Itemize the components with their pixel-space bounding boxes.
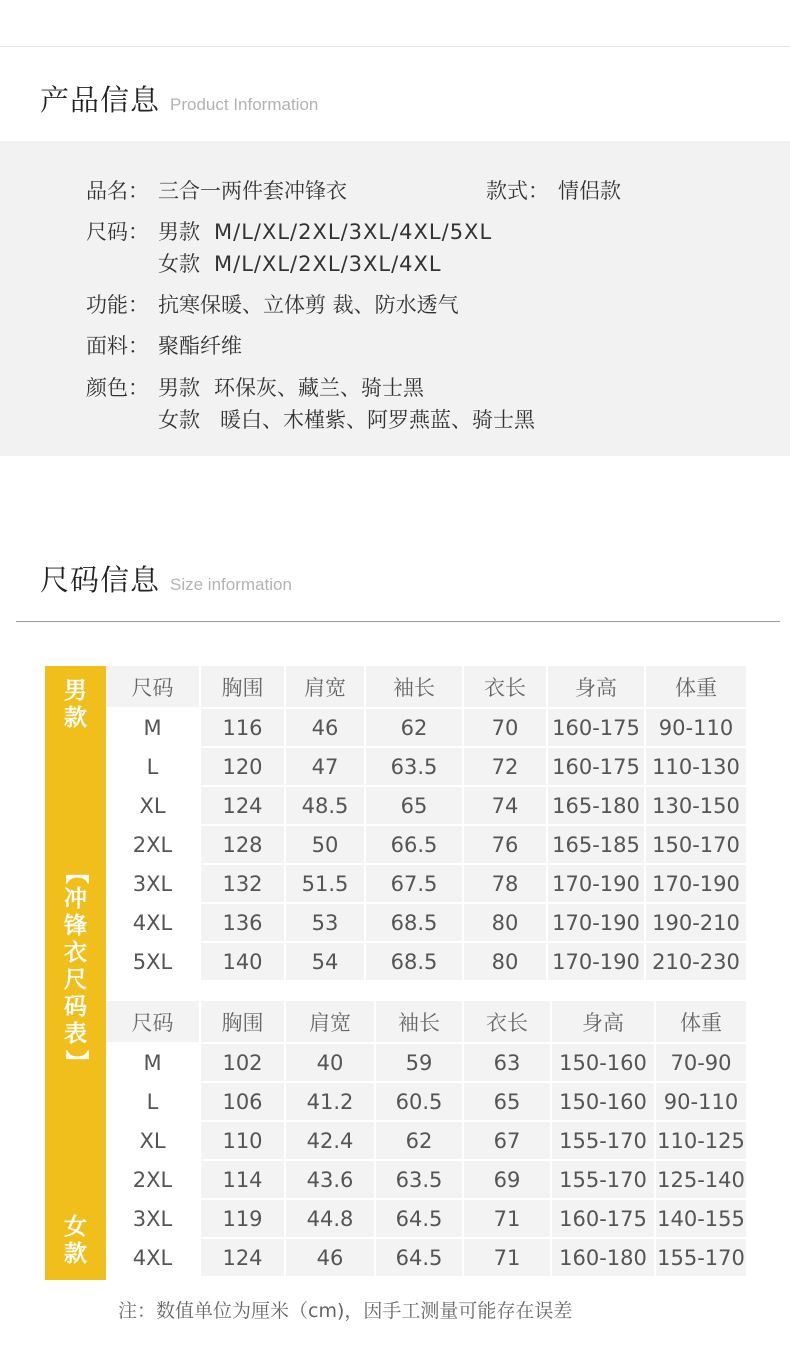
size-women-label: 女款 bbox=[158, 252, 200, 276]
men-size-cell: 3XL bbox=[106, 864, 200, 903]
men-table-row bbox=[106, 942, 747, 981]
men-value-cell: 48.5 bbox=[285, 786, 365, 825]
men-value-cell: 140 bbox=[200, 942, 285, 981]
men-header-cell: 身高 bbox=[547, 666, 645, 708]
men-table-row bbox=[106, 786, 747, 825]
women-value-cell: 63 bbox=[463, 1043, 551, 1082]
women-value-cell: 41.2 bbox=[285, 1082, 375, 1121]
women-header-cell: 尺码 bbox=[106, 1001, 200, 1043]
men-header-cell: 衣长 bbox=[463, 666, 547, 708]
side-char: 女 bbox=[64, 1214, 87, 1240]
women-header-cell: 衣长 bbox=[463, 1001, 551, 1043]
product-info-title bbox=[40, 78, 318, 119]
women-size-cell: 2XL bbox=[106, 1160, 200, 1199]
men-value-cell: 170-190 bbox=[547, 903, 645, 942]
men-value-cell: 130-150 bbox=[645, 786, 747, 825]
style-value: 情侣款 bbox=[558, 179, 621, 203]
side-char: 衣 bbox=[64, 940, 87, 966]
size-row bbox=[86, 216, 492, 246]
women-table-row bbox=[106, 1043, 747, 1082]
women-value-cell: 160-180 bbox=[551, 1238, 655, 1277]
men-value-cell: 80 bbox=[463, 942, 547, 981]
women-size-cell: L bbox=[106, 1082, 200, 1121]
women-value-cell: 155-170 bbox=[551, 1160, 655, 1199]
women-value-cell: 125-140 bbox=[655, 1160, 747, 1199]
color-men-value: 环保灰、藏兰、骑士黑 bbox=[214, 376, 424, 400]
color-women-value: 暖白、木槿紫、阿罗燕蓝、骑士黑 bbox=[220, 408, 535, 432]
color-label: 颜色： bbox=[86, 376, 149, 400]
women-value-cell: 119 bbox=[200, 1199, 285, 1238]
side-char: 码 bbox=[64, 994, 87, 1020]
name-row bbox=[86, 175, 621, 205]
women-header-row bbox=[106, 1001, 747, 1043]
women-value-cell: 114 bbox=[200, 1160, 285, 1199]
women-value-cell: 150-160 bbox=[551, 1082, 655, 1121]
men-header-cell: 袖长 bbox=[365, 666, 463, 708]
men-value-cell: 51.5 bbox=[285, 864, 365, 903]
women-size-cell: XL bbox=[106, 1121, 200, 1160]
size-info-title bbox=[40, 558, 292, 599]
women-value-cell: 160-175 bbox=[551, 1199, 655, 1238]
size-info-title-en: Size information bbox=[170, 575, 292, 594]
men-value-cell: 128 bbox=[200, 825, 285, 864]
women-value-cell: 65 bbox=[463, 1082, 551, 1121]
women-size-cell: M bbox=[106, 1043, 200, 1082]
side-char: 锋 bbox=[64, 913, 87, 939]
men-table-row bbox=[106, 708, 747, 747]
men-value-cell: 136 bbox=[200, 903, 285, 942]
women-table-row bbox=[106, 1082, 747, 1121]
women-value-cell: 124 bbox=[200, 1238, 285, 1277]
women-header-cell: 肩宽 bbox=[285, 1001, 375, 1043]
women-table-row bbox=[106, 1160, 747, 1199]
men-value-cell: 74 bbox=[463, 786, 547, 825]
women-value-cell: 90-110 bbox=[655, 1082, 747, 1121]
men-value-cell: 46 bbox=[285, 708, 365, 747]
size-section-divider bbox=[16, 621, 780, 622]
side-char: 男 bbox=[64, 678, 87, 704]
men-value-cell: 54 bbox=[285, 942, 365, 981]
men-value-cell: 78 bbox=[463, 864, 547, 903]
side-char: 款 bbox=[64, 705, 87, 731]
women-header-cell: 身高 bbox=[551, 1001, 655, 1043]
women-value-cell: 110-125 bbox=[655, 1121, 747, 1160]
women-value-cell: 110 bbox=[200, 1121, 285, 1160]
men-value-cell: 165-180 bbox=[547, 786, 645, 825]
function-label: 功能： bbox=[86, 293, 149, 317]
size-women-row bbox=[86, 248, 442, 278]
style-label: 款式： bbox=[486, 179, 549, 203]
women-value-cell: 64.5 bbox=[375, 1199, 463, 1238]
women-value-cell: 70-90 bbox=[655, 1043, 747, 1082]
women-value-cell: 46 bbox=[285, 1238, 375, 1277]
side-char: 尺 bbox=[64, 967, 87, 993]
men-value-cell: 90-110 bbox=[645, 708, 747, 747]
women-value-cell: 63.5 bbox=[375, 1160, 463, 1199]
fabric-label: 面料： bbox=[86, 334, 149, 358]
size-info-title-zh: 尺码信息 bbox=[40, 563, 161, 597]
side-char: 【 bbox=[63, 861, 89, 884]
men-value-cell: 150-170 bbox=[645, 825, 747, 864]
men-value-cell: 47 bbox=[285, 747, 365, 786]
men-header-row bbox=[106, 666, 747, 708]
men-size-cell: L bbox=[106, 747, 200, 786]
fabric-value: 聚酯纤维 bbox=[158, 334, 242, 358]
men-value-cell: 63.5 bbox=[365, 747, 463, 786]
side-char: 表 bbox=[64, 1021, 87, 1047]
men-header-cell: 体重 bbox=[645, 666, 747, 708]
measurement-note: 注：数值单位为厘米（cm)，因手工测量可能存在误差 bbox=[118, 1300, 573, 1322]
women-value-cell: 40 bbox=[285, 1043, 375, 1082]
men-size-table bbox=[106, 666, 748, 982]
size-men-label: 男款 bbox=[158, 220, 200, 244]
men-value-cell: 190-210 bbox=[645, 903, 747, 942]
women-value-cell: 62 bbox=[375, 1121, 463, 1160]
men-value-cell: 66.5 bbox=[365, 825, 463, 864]
men-value-cell: 53 bbox=[285, 903, 365, 942]
men-value-cell: 124 bbox=[200, 786, 285, 825]
women-table-row bbox=[106, 1121, 747, 1160]
men-header-cell: 胸围 bbox=[200, 666, 285, 708]
men-size-cell: 2XL bbox=[106, 825, 200, 864]
function-value: 抗寒保暖、立体剪 裁、防水透气 bbox=[158, 293, 459, 317]
color-women-row bbox=[86, 404, 535, 434]
men-size-cell: 4XL bbox=[106, 903, 200, 942]
size-women-value: M/L/XL/2XL/3XL/4XL bbox=[214, 252, 442, 276]
side-label-men bbox=[45, 678, 106, 732]
women-value-cell: 60.5 bbox=[375, 1082, 463, 1121]
size-men-value: M/L/XL/2XL/3XL/4XL/5XL bbox=[214, 220, 493, 244]
name-value: 三合一两件套冲锋衣 bbox=[158, 179, 347, 203]
side-label-title bbox=[45, 859, 106, 1075]
men-value-cell: 68.5 bbox=[365, 942, 463, 981]
men-table-row bbox=[106, 864, 747, 903]
men-table-row bbox=[106, 825, 747, 864]
women-header-cell: 体重 bbox=[655, 1001, 747, 1043]
women-value-cell: 43.6 bbox=[285, 1160, 375, 1199]
style-field bbox=[486, 175, 621, 205]
women-value-cell: 150-160 bbox=[551, 1043, 655, 1082]
men-value-cell: 72 bbox=[463, 747, 547, 786]
men-value-cell: 160-175 bbox=[547, 747, 645, 786]
women-value-cell: 42.4 bbox=[285, 1121, 375, 1160]
men-value-cell: 170-190 bbox=[645, 864, 747, 903]
women-value-cell: 71 bbox=[463, 1238, 551, 1277]
men-value-cell: 170-190 bbox=[547, 864, 645, 903]
men-value-cell: 50 bbox=[285, 825, 365, 864]
size-chart-side-bar bbox=[45, 666, 106, 1280]
women-value-cell: 64.5 bbox=[375, 1238, 463, 1277]
women-value-cell: 102 bbox=[200, 1043, 285, 1082]
color-men-label: 男款 bbox=[158, 376, 200, 400]
product-info-title-en: Product Information bbox=[170, 95, 319, 114]
men-size-cell: 5XL bbox=[106, 942, 200, 981]
product-info-title-zh: 产品信息 bbox=[40, 83, 161, 117]
men-header-cell: 尺码 bbox=[106, 666, 200, 708]
women-value-cell: 140-155 bbox=[655, 1199, 747, 1238]
women-value-cell: 106 bbox=[200, 1082, 285, 1121]
men-value-cell: 80 bbox=[463, 903, 547, 942]
women-size-cell: 3XL bbox=[106, 1199, 200, 1238]
women-size-cell: 4XL bbox=[106, 1238, 200, 1277]
men-value-cell: 67.5 bbox=[365, 864, 463, 903]
men-value-cell: 132 bbox=[200, 864, 285, 903]
men-value-cell: 76 bbox=[463, 825, 547, 864]
men-table-row bbox=[106, 903, 747, 942]
men-value-cell: 120 bbox=[200, 747, 285, 786]
men-value-cell: 110-130 bbox=[645, 747, 747, 786]
women-value-cell: 67 bbox=[463, 1121, 551, 1160]
color-row bbox=[86, 372, 424, 402]
side-char: 】 bbox=[63, 1050, 89, 1073]
men-value-cell: 165-185 bbox=[547, 825, 645, 864]
women-value-cell: 59 bbox=[375, 1043, 463, 1082]
men-value-cell: 62 bbox=[365, 708, 463, 747]
women-header-cell: 袖长 bbox=[375, 1001, 463, 1043]
men-header-cell: 肩宽 bbox=[285, 666, 365, 708]
women-value-cell: 69 bbox=[463, 1160, 551, 1199]
men-value-cell: 160-175 bbox=[547, 708, 645, 747]
men-value-cell: 170-190 bbox=[547, 942, 645, 981]
men-value-cell: 68.5 bbox=[365, 903, 463, 942]
women-value-cell: 155-170 bbox=[655, 1238, 747, 1277]
top-divider bbox=[0, 46, 790, 47]
women-size-table bbox=[106, 1001, 748, 1278]
women-header-cell: 胸围 bbox=[200, 1001, 285, 1043]
men-value-cell: 116 bbox=[200, 708, 285, 747]
fabric-row bbox=[86, 330, 242, 360]
men-value-cell: 210-230 bbox=[645, 942, 747, 981]
size-label: 尺码： bbox=[86, 220, 149, 244]
men-value-cell: 65 bbox=[365, 786, 463, 825]
women-value-cell: 71 bbox=[463, 1199, 551, 1238]
women-table-row bbox=[106, 1238, 747, 1277]
product-info-panel bbox=[0, 141, 790, 456]
side-char: 款 bbox=[64, 1241, 87, 1267]
men-value-cell: 70 bbox=[463, 708, 547, 747]
women-value-cell: 155-170 bbox=[551, 1121, 655, 1160]
color-women-label: 女款 bbox=[158, 408, 200, 432]
side-char: 冲 bbox=[64, 886, 87, 912]
women-table-row bbox=[106, 1199, 747, 1238]
men-size-cell: XL bbox=[106, 786, 200, 825]
function-row bbox=[86, 289, 459, 319]
women-value-cell: 44.8 bbox=[285, 1199, 375, 1238]
side-label-women bbox=[45, 1214, 106, 1268]
men-size-cell: M bbox=[106, 708, 200, 747]
men-table-row bbox=[106, 747, 747, 786]
name-label: 品名： bbox=[86, 179, 149, 203]
